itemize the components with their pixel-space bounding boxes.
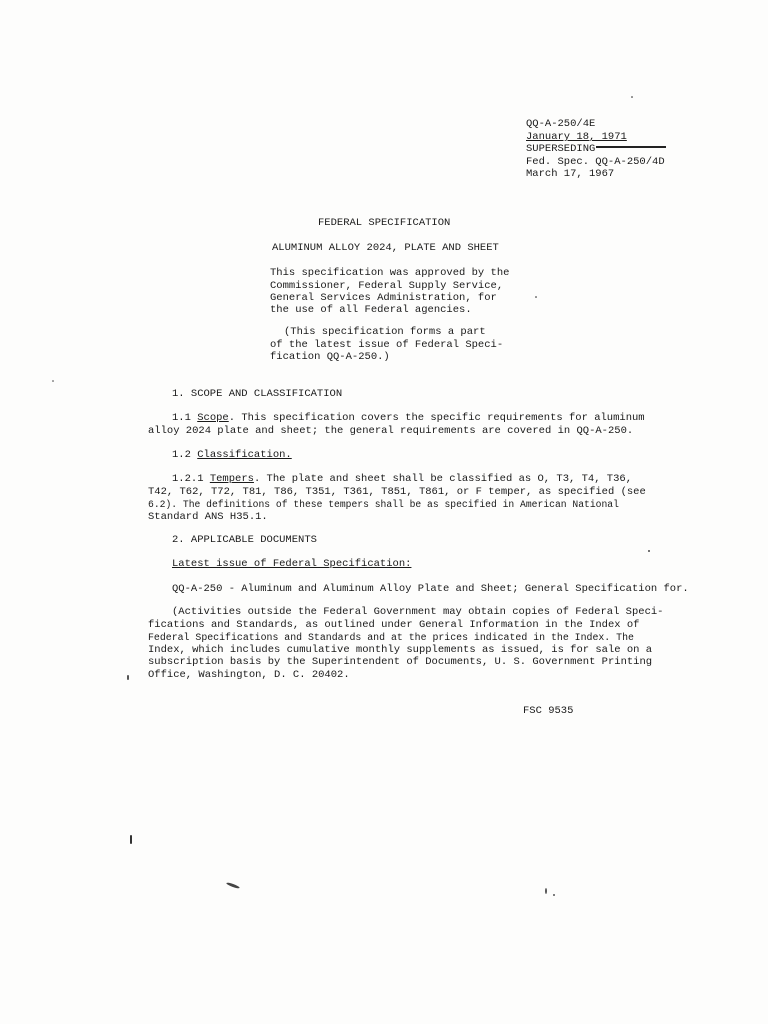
- approval-line: This specification was approved by the: [270, 267, 510, 279]
- doc-number: QQ-A-250/4E: [526, 118, 596, 130]
- scan-speck: [127, 675, 129, 680]
- title-line2: ALUMINUM ALLOY 2024, PLATE AND SHEET: [272, 242, 499, 254]
- approval-line: the use of all Federal agencies.: [270, 304, 472, 316]
- s11-title: Scope: [197, 412, 229, 424]
- activities-line: Federal Specifications and Standards and at the prices indicated in the Index. The: [148, 632, 634, 643]
- scan-speck: [52, 380, 54, 382]
- activities-line: fications and Standards, as outlined under General Information in the Index of: [148, 619, 640, 631]
- scan-speck: [648, 550, 650, 552]
- part-note-line: of the latest issue of Federal Speci-: [270, 339, 504, 351]
- s121-line3: 6.2). The definitions of these tempers shall be as specified in American National: [148, 499, 619, 510]
- part-note-line: (This specification forms a part: [284, 326, 486, 338]
- activities-line: Index, which includes cumulative monthly supplements as issued, is for sale on a: [148, 644, 653, 656]
- s121-title: Tempers: [209, 473, 254, 485]
- activities-line: (Activities outside the Federal Government may obtain copies of Federal Speci-: [172, 606, 664, 618]
- scan-speck: [226, 882, 240, 890]
- s121-line1: [172, 473, 632, 486]
- scan-speck: [545, 888, 547, 894]
- s11-line2: alloy 2024 plate and sheet; the general requirements are covered in QQ-A-250.: [148, 425, 634, 437]
- title-line1: FEDERAL SPECIFICATION: [318, 217, 451, 229]
- s12-number: 1.2: [172, 449, 191, 461]
- s12-line: [172, 449, 292, 462]
- s121-text: . The plate and sheet shall be classified as O, T3, T4, T36,: [253, 473, 632, 485]
- activities-line: subscription basis by the Superintendent of Documents, U. S. Government Printing: [148, 656, 653, 668]
- activities-line: Office, Washington, D. C. 20402.: [148, 669, 350, 681]
- doc-date: January 18, 1971: [526, 131, 627, 143]
- superseded-spec: Fed. Spec. QQ-A-250/4D: [526, 156, 665, 168]
- s11-text: . This specification covers the specific requirements for aluminum: [228, 412, 645, 424]
- section2-heading: 2. APPLICABLE DOCUMENTS: [172, 534, 317, 546]
- superseded-date: March 17, 1967: [526, 168, 615, 180]
- scan-speck: [130, 835, 132, 844]
- s11-line1: [172, 412, 645, 425]
- fsc-code: FSC 9535: [523, 705, 574, 717]
- section1-heading: 1. SCOPE AND CLASSIFICATION: [172, 388, 343, 400]
- part-note-line: fication QQ-A-250.): [270, 351, 390, 363]
- superseding-label: SUPERSEDING: [526, 143, 596, 155]
- header-rule: [596, 146, 666, 148]
- s121-line2: T42, T62, T72, T81, T86, T351, T361, T851, T861, or F temper, as specified (see: [148, 486, 646, 498]
- s121-number: 1.2.1: [172, 473, 204, 485]
- s121-line4: Standard ANS H35.1.: [148, 511, 268, 523]
- approval-line: General Services Administration, for: [270, 292, 497, 304]
- section2-subheading: Latest issue of Federal Specification:: [172, 558, 412, 570]
- s12-title: Classification.: [197, 449, 292, 461]
- scan-speck: [631, 96, 633, 98]
- s11-number: 1.1: [172, 412, 191, 424]
- scan-speck: [535, 296, 537, 298]
- scan-speck: [553, 894, 555, 896]
- approval-line: Commissioner, Federal Supply Service,: [270, 280, 504, 292]
- section2-reference: QQ-A-250 - Aluminum and Aluminum Alloy Plate and Sheet; General Specification for.: [172, 583, 689, 595]
